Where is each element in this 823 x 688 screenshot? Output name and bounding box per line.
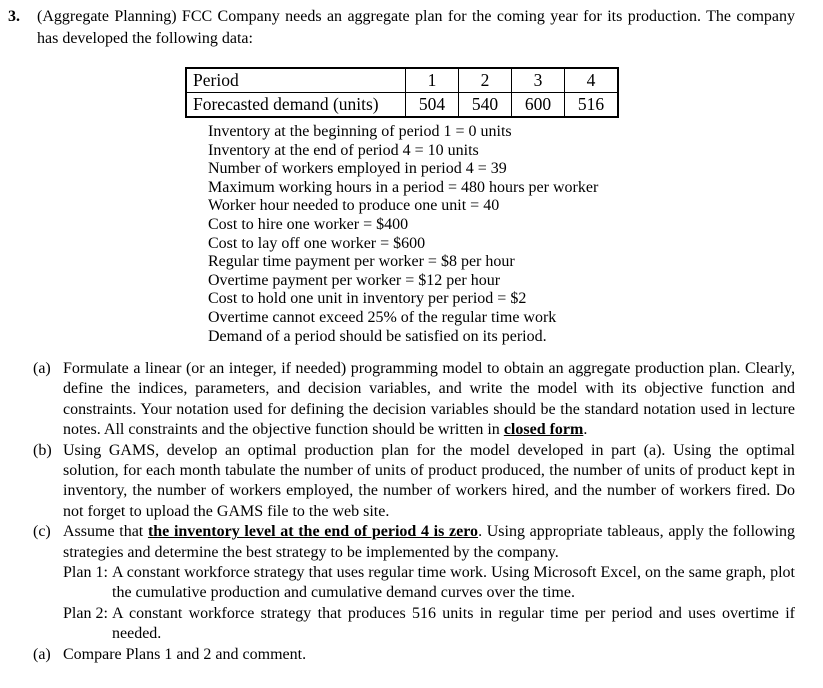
question-parts: [0, 359, 823, 665]
period-cell-4: 4: [565, 68, 619, 93]
period-header-cell: Period: [186, 68, 406, 93]
list-item: Overtime payment per worker = $12 per hour: [208, 271, 501, 289]
part-a-label: (a): [33, 360, 51, 377]
period-cell-3: 3: [512, 68, 565, 93]
list-item: Overtime cannot exceed 25% of the regular time work: [208, 308, 557, 326]
period-cell-2: 2: [459, 68, 512, 93]
demand-header-cell: Forecasted demand (units): [186, 93, 406, 118]
list-item: Number of workers employed in period 4 = 39: [208, 160, 507, 178]
list-item: Inventory at the beginning of period 1 = 0 units: [208, 123, 512, 140]
demand-table: [185, 67, 619, 118]
part-compare-label: (a): [33, 645, 51, 663]
given-data-list: [208, 123, 598, 346]
part-a: [33, 359, 795, 441]
part-b-label: (b): [33, 441, 52, 459]
problem-intro: (Aggregate Planning) FCC Company needs an aggregate plan for the coming year for its production. The company has developed the following data:: [37, 8, 795, 47]
part-a-text: Formulate a linear (or an integer, if needed) programming model to obtain an aggregate production plan. Clearly, define the indices, parameters, and decision variables, and write the model with its objective function and constraints. Your notation used for defining the decision variables should be the standard notation used in lecture notes. All constraints and the objective function should be written in: [63, 360, 795, 439]
part-compare-text: Compare Plans 1 and 2 and comment.: [63, 645, 307, 663]
list-item: Cost to hold one unit in inventory per period = $2: [208, 290, 527, 308]
table-row-period: [186, 68, 618, 93]
part-b: [33, 441, 795, 523]
plan-2-item: [63, 604, 795, 645]
plan-1-item: [63, 563, 795, 604]
part-c-text-post: . Using appropriate tableaus, apply the following strategies and determine the best strategy to be implemented by the company.: [63, 523, 796, 561]
list-item: Cost to lay off one worker = $600: [208, 234, 426, 252]
plan-2-label: Plan 2:: [63, 604, 108, 622]
part-b-text: Using GAMS, develop an optimal production plan for the model developed in part (a). Using the optimal solution, for each month tabulate the number of units of product produced, the number of units of product kept in inventory, the number of workers employed, the number of workers hired, and the number of workers fired. Do not forget to upload the GAMS file to the web site.: [63, 441, 795, 520]
part-a-emphasis: closed form: [503, 421, 584, 439]
problem-statement: [8, 6, 795, 50]
demand-cell-2: 540: [459, 93, 512, 118]
list-item: Regular time payment per worker = $8 per hour: [208, 253, 515, 271]
list-item: Maximum working hours in a period = 480 hours per worker: [208, 178, 599, 196]
problem-number: 3.: [8, 8, 20, 25]
list-item: Demand of a period should be satisfied on its period.: [208, 327, 547, 345]
part-c: [33, 522, 796, 563]
part-c-emphasis: the inventory level at the end of period 4 is zero: [147, 523, 479, 541]
list-item: Worker hour needed to produce one unit = 40: [208, 197, 500, 215]
part-a-period: .: [583, 421, 588, 439]
demand-cell-1: 504: [406, 93, 459, 118]
plan-1-label: Plan 1:: [63, 564, 108, 582]
table-row-demand: [186, 93, 618, 118]
part-c-text-pre: Assume that: [63, 523, 148, 541]
list-item: Cost to hire one worker = $400: [208, 215, 409, 233]
plan-1-text: A constant workforce strategy that uses regular time work. Using Microsoft Excel, on the same graph, plot the cumulative production and cumulative demand curves over the time.: [112, 564, 795, 602]
period-cell-1: 1: [406, 68, 459, 93]
part-compare: [33, 645, 795, 665]
demand-cell-3: 600: [512, 93, 565, 118]
demand-cell-4: 516: [565, 93, 619, 118]
list-item: Inventory at the end of period 4 = 10 units: [208, 141, 479, 159]
part-c-label: (c): [33, 523, 51, 541]
plan-2-text: A constant workforce strategy that produces 516 units in regular time per period and uses overtime if needed.: [112, 604, 795, 643]
